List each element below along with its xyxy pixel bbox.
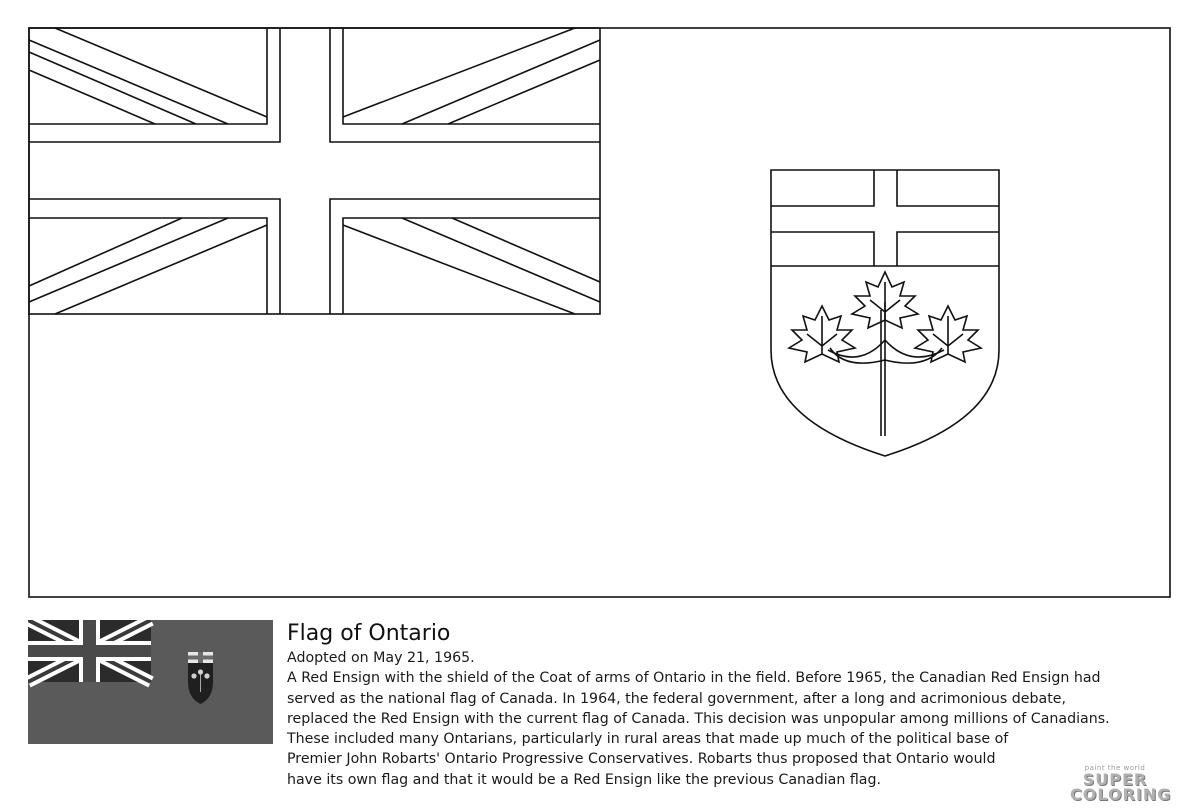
watermark-tagline: paint the world [1084,764,1146,772]
watermark-coloring: COLORING [1070,785,1172,804]
caption-line-5: Premier John Robarts' Ontario Progressive Conservatives. Robarts thus proposed that Ontario would [287,751,996,768]
ontario-flag-thumbnail [28,620,273,744]
thumb-shield [188,652,213,704]
caption-adopted: Adopted on May 21, 1965. [287,650,475,666]
caption-line-2: served as the national flag of Canada. In 1964, the federal government, after a long and acrimonious debate, [287,690,1066,707]
caption-line-1: A Red Ensign with the shield of the Coat of arms of Ontario in the field. Before 1965, the Canadian Red Ensign had [287,670,1101,687]
thumb-union-jack [28,620,151,682]
caption-line-4: These included many Ontarians, particularly in rural areas that made up much of the political base of [287,731,1009,748]
watermark-logo [1070,764,1172,804]
caption-line-6: have its own flag and that it would be a Red Ensign like the previous Canadian flag. [287,771,882,788]
caption-line-3: replaced the Red Ensign with the current flag of Canada. This decision was unpopular among millions of Canadians. [287,710,1110,727]
flag-caption [287,620,1167,790]
union-jack-canton [29,28,600,314]
ontario-shield [771,170,999,456]
watermark-super: SUPER [1082,770,1148,789]
caption-title: Flag of Ontario [287,621,451,646]
